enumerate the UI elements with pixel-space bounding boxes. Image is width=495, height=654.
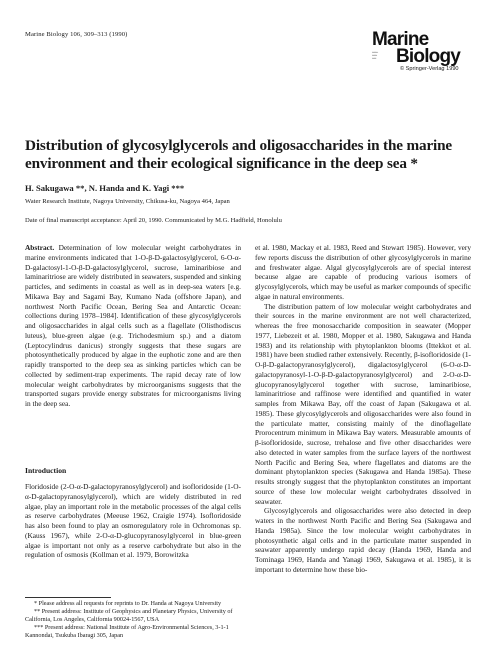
right-column-text — [255, 243, 471, 575]
body-paragraph: Glycosylglycerols and oligosaccharides were also detected in deep waters in the northwest North Pacific and Bering Sea (Sakugawa and Handa 1985a). Since the low molecular weight carbohydrates in photosynthetic algal cells and in the particulate matter suspended in seawater apparently undergo rapid decay (Handa 1969, Handa and Tominaga 1969, Handa and Yanagi 1969, Sakugawa et al. 1985), it is important to determine how these bio- — [255, 506, 471, 574]
journal-reference: Marine Biology 106, 309–313 (1990) — [25, 31, 128, 38]
footnote-present-address-2: *** Present address: National Institute of Agro-Environmental Sciences, 3-1-1 Kannondai, Tsukuba Ibaragi 305, Japan — [25, 624, 229, 639]
abstract-section — [25, 243, 241, 409]
footnote-divider — [25, 597, 111, 598]
introduction-heading: Introduction — [25, 466, 67, 475]
abstract-text: Determination of low molecular weight carbohydrates in marine environments indicated that 1-O-β-D-galactosylglycerol, 6-O-α-D-galactosyl-1-O-β-D-galactosylglycerol, sucrose, laminaribiose and laminaritriose are widely distributed in seawaters, suspended and sinking particles, and sediments in coastal as well as in deep-sea waters [e.g. Mikawa Bay and Sagami Bay, Kumano Nada (offshore Japan), and northwest North Pacific Ocean, Bering Sea and Antarctic Ocean: collections during 1978–1984]. Identification of these glycosylglycerols and oligosaccharides in algal cells such as a flagellate (Olisthodiscus luteus), blue-green algae (e.g. Trichodesmium sp.) and a diatom (Leptocylindrus danicus) strongly suggests that these sugars are photosynthetically produced by algae in the euphotic zone and are then rapidly transported to the deep sea as sinking particles which can be collected by sediment-trap experiments. The rapid decay rate of low molecular weight carbohydrates by microorganisms suggests that the transported sugars provide energy substrates for microorganisms living in the deep sea. — [25, 243, 241, 408]
body-paragraph: et al. 1980, Mackay et al. 1983, Reed and Stewart 1985). However, very few reports discuss the distribution of other glycosylglycerols in marine and freshwater algae. Algal glycosylglycerols are of special interest because algae are capable of producing various isomers of glycosylglycerols, which may be useful as marker compounds of specific algae in natural environments. — [255, 243, 471, 301]
article-title: Distribution of glycosylglycerols and oligosaccharides in the marine environment and their ecological significance in the deep sea * — [25, 137, 452, 172]
body-paragraph: The distribution pattern of low molecular weight carbohydrates and their sources in the marine environment are not well characterized, whereas the free monosaccharide composition in seawater (Mopper 1977, Liebezeit et al. 1980, Mopper et al. 1980, Sakugawa and Handa 1983) and its relationship with phytoplankton blooms (Ittekkot et al. 1981) have been studied rather extensively. Recently, β-isofloridoside (1-O-β-D-galactopyranosylglycerol), digalactosylglycerol (6-O-α-D-galactopyranosyl-1-O-β-D-galactopyranosylglycerol) and 2-O-α-D-glucopyranosylglycerol together with sucrose, laminaribiose, laminaritriose and raffinose were identified and quantified in water samples from Mikawa Bay, off the coast of Japan (Sakugawa et al. 1985). These glycosylglycerols and oligosaccharides were also found in the particulate matter, consisting mainly of the dinoflagellate Prorocentrum minimum in Mikawa Bay waters. Measurable amounts of β-isofloridoside, sucrose, trehalose and five other disaccharides were also detected in water samples from the surface layers of the northwest North Pacific and Bering Sea, where flagellates and diatoms are the dominant phytoplankton species (Sakugawa and Handa 1985a). These results strongly suggest that the phytoplankton constitutes an important source of these low molecular weight carbohydrates dissolved in seawater. — [255, 301, 471, 506]
article-authors: H. Sakugawa **, N. Handa and K. Yagi *** — [25, 183, 185, 193]
abstract-paragraph — [25, 243, 241, 409]
footnote-present-address-1: ** Present address: Institute of Geophysics and Planetary Physics, University of California, Los Angeles, California 90024-1567, USA — [25, 608, 233, 623]
logo-word-marine: Marine — [372, 29, 429, 50]
abstract-label: Abstract. — [25, 243, 55, 252]
logo-word-biology: Biology — [396, 46, 461, 67]
introduction-section — [25, 482, 241, 560]
logo-fine-print: ▪▪▪▪▪▪▪ ▪▪▪▪▪▪ ▪▪▪▪▪ — [372, 51, 379, 60]
author-affiliation: Water Research Institute, Nagoya University, Chikusa-ku, Nagoya 464, Japan — [25, 198, 230, 205]
footnote-reprints: * Please address all requests for reprints to Dr. Handa at Nagoya University — [34, 600, 222, 607]
footnotes — [25, 600, 241, 640]
publisher-copyright: © Springer-Verlag 1990 — [400, 66, 459, 72]
manuscript-dates: Date of final manuscript acceptance: April 20, 1990. Communicated by M.G. Hadfield, Honolulu — [25, 217, 282, 224]
introduction-paragraph: Floridoside (2-O-α-D-galactopyranosylglycerol) and isofloridoside (1-O-α-D-galactopyranosylglycerol), which are widely distributed in red algae, play an important role in the metabolic processes of the algal cells as reserve carbohydrates (Meeuse 1962, Craigie 1974). Isofloridoside has also been found to play an osmoregulatory role in Ochromonas sp. (Kauss 1967), while 2-O-α-D-glucopyranosylglycerol in blue-green algae is important not only as a reserve carbohydrate but also in the regulation of osmosis (Kollman et al. 1979, Borowitzka — [25, 482, 241, 560]
journal-logo — [372, 31, 470, 72]
